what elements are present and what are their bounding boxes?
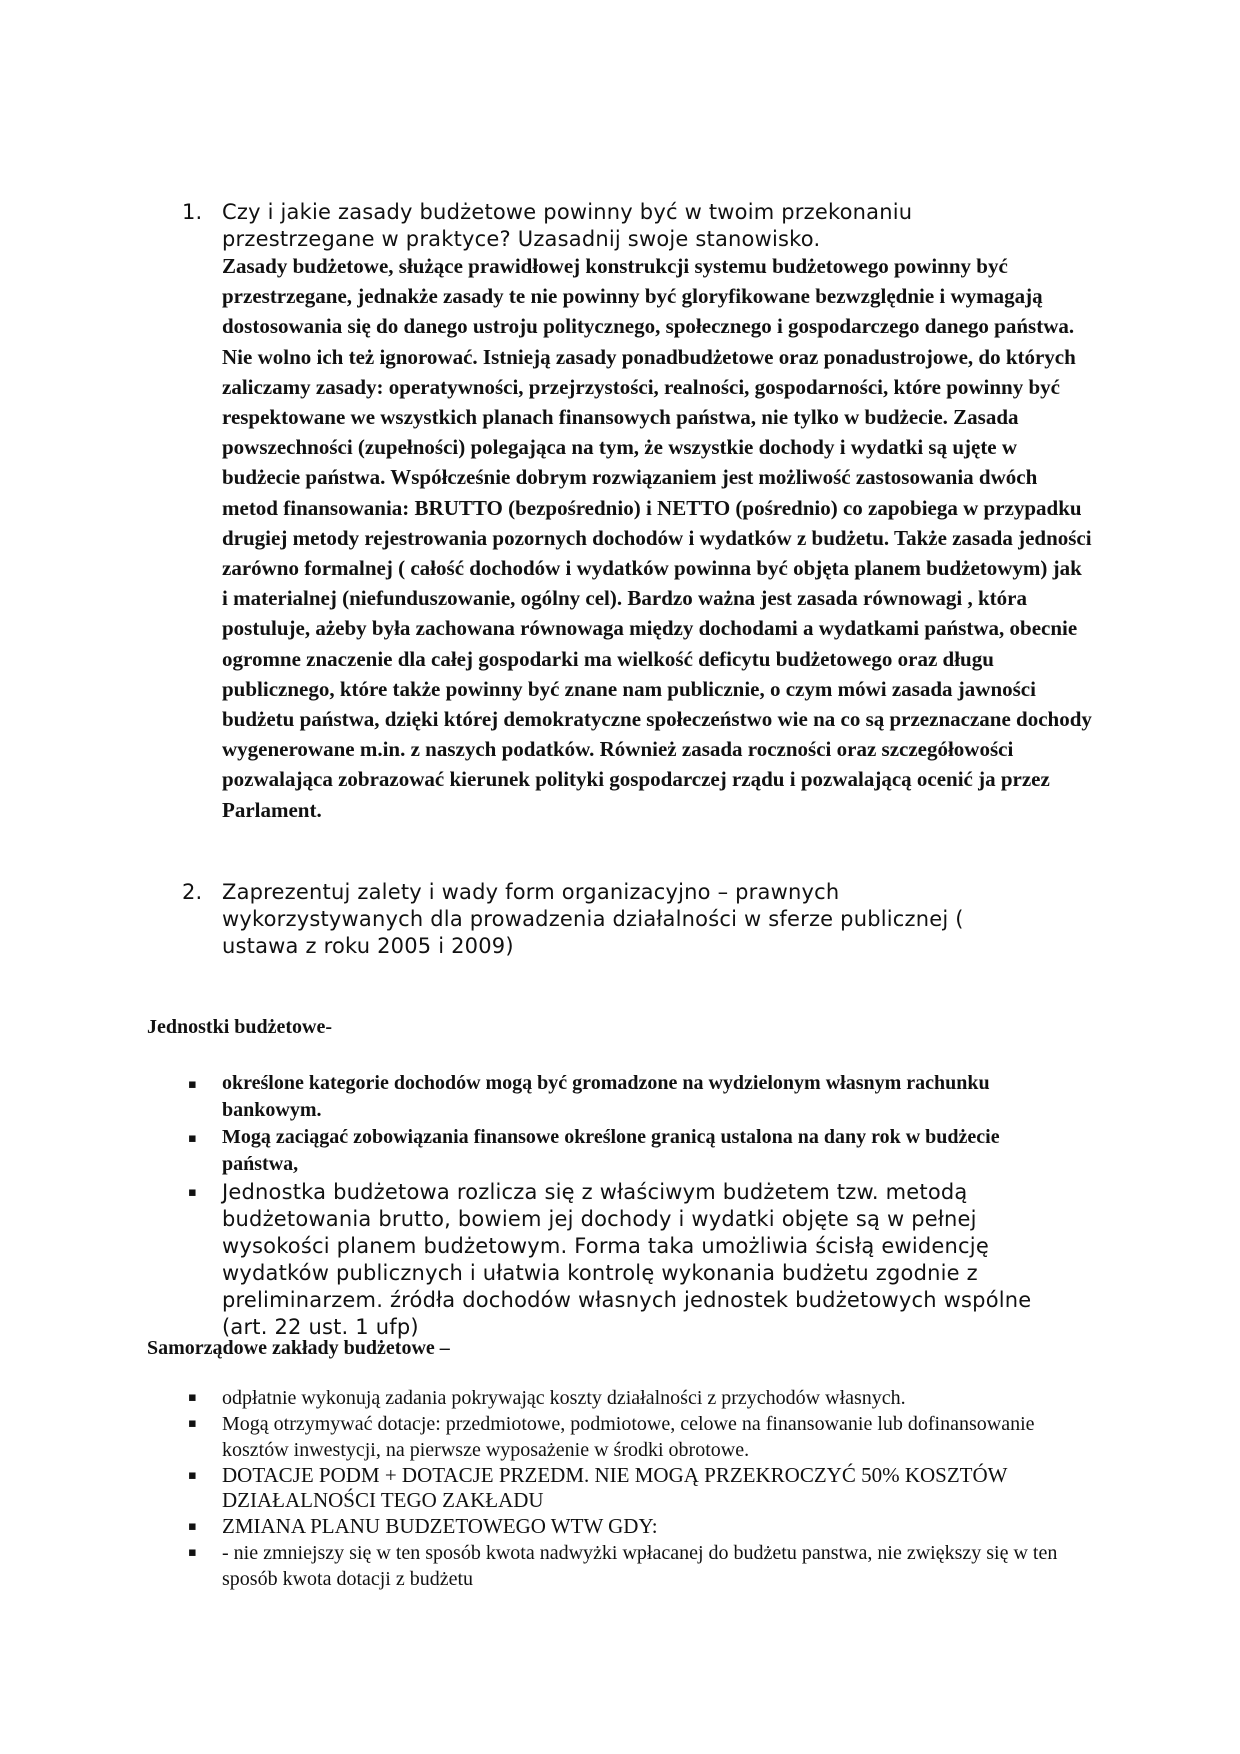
list-item: ▪ określone kategorie dochodów mogą być gromadzone na wydzielonym własnym rachunku bankowym.: [188, 1072, 990, 1121]
question-text: Zaprezentuj zalety i wady form organizacyjno – prawnych wykorzystywanych dla prowadzenia działalności w sferze publicznej ( ustawa z roku 2005 i 2009): [222, 880, 964, 958]
bullet-icon: ▪: [188, 1131, 197, 1146]
question-text: Czy i jakie zasady budżetowe powinny być w twoim przekonaniu przestrzegane w praktyce? Uzasadnij swoje stanowisko.: [222, 200, 913, 251]
bullet-icon: ▪: [188, 1390, 197, 1405]
question-number: 1.: [182, 200, 203, 224]
section-title: Jednostki budżetowe-: [147, 1016, 333, 1038]
bullet-icon: ▪: [188, 1077, 197, 1092]
question-number: 2.: [182, 880, 203, 904]
list-item: ▪ Mogą otrzymywać dotacje: przedmiotowe, podmiotowe, celowe na finansowanie lub dofinansowanie kosztów inwestycji, na pierwsze wyposażenie w środki obrotowe.: [188, 1413, 1035, 1461]
answer-paragraph: Zasady budżetowe, służące prawidłowej konstrukcji systemu budżetowego powinny być przestrzegane, jednakże zasady te nie powinny być gloryfikowane bezwzględnie i wymagają dostosowania się do danego ustroju politycznego, społecznego i gospodarczego danego państwa. Nie wolno ich też ignorować. Istnieją zasady ponadbudżetowe oraz ponadustrojowe, do których zaliczamy zasady: operatywności, przejrzystości, realności, gospodarności, które powinny być respektowane we wszystkich planach finansowych państwa, nie tylko w budżecie. Zasada powszechności (zupełności) polegająca na tym, że wszystkie dochody i wydatki są ujęte w budżecie państwa. Współcześnie dobrym rozwiązaniem jest możliwość zastosowania dwóch metod finansowania: BRUTTO (bezpośrednio) i NETTO (pośrednio) co zapobiega w przypadku drugiej metody rejestrowania pozornych dochodów i wydatków z budżetu. Także zasada jedności zarówno formalnej ( całość dochodów i wydatków powinna być objęta planem budżetowym) jak i materialnej (niefunduszowanie, ogólny cel). Bardzo ważna jest zasada równowagi , która postuluje, ażeby była zachowana równowaga między dochodami a wydatkami państwa, obecnie ogromne znaczenie dla całej gospodarki ma wielkość deficytu budżetowego oraz długu publicznego, które także powinny być znane nam publicznie, o czym mówi zasada jawności budżetu państwa, dzięki której demokratyczne społeczeństwo wie na co są przeznaczane dochody wygenerowane m.in. z naszych podatków. Również zasada roczności oraz szczegółowości pozwalająca zobrazować kierunek polityki gospodarczej rządu i pozwalającą ocenić ja przez Parlament.: [222, 254, 1092, 822]
list-item: ▪ ZMIANA PLANU BUDZETOWEGO WTW GDY:: [188, 1514, 658, 1538]
bullet-icon: ▪: [188, 1519, 197, 1534]
bullet-list: [188, 1070, 1062, 1341]
question-1: [182, 199, 1012, 253]
list-item: ▪ Mogą zaciągać zobowiązania finansowe określone granicą ustalona na dany rok w budżecie państwa,: [188, 1126, 1000, 1175]
question-2: [182, 879, 1042, 960]
list-item: ▪ odpłatnie wykonują zadania pokrywając koszty działalności z przychodów własnych.: [188, 1387, 906, 1409]
list-item: ▪ DOTACJE PODM + DOTACJE PRZEDM. NIE MOGĄ PRZEKROCZYĆ 50% KOSZTÓW DZIAŁALNOŚCI TEGO ZAKŁADU: [188, 1463, 1008, 1512]
bullet-icon: ▪: [188, 1416, 197, 1431]
list-item: ▪ - nie zmniejszy się w ten sposób kwota nadwyżki wpłacanej do budżetu panstwa, nie zwiększy się w ten sposób kwota dotacji z budżetu: [188, 1542, 1058, 1590]
bullet-icon: ▪: [188, 1185, 198, 1200]
list-item: ▪ Jednostka budżetowa rozlicza się z właściwym budżetem tzw. metodą budżetowania brutto, bowiem jej dochody i wydatki objęte są w pełnej wysokości planem budżetowym. Forma taka umożliwia ścisłą ewidencję wydatków publicznych i ułatwia kontrolę wykonania budżetu zgodnie z preliminarzem. źródła dochodów własnych jednostek budżetowych wspólne (art. 22 ust. 1 ufp): [188, 1180, 1032, 1339]
bullet-list: [188, 1385, 1082, 1592]
section-title: Samorządowe zakłady budżetowe –: [147, 1337, 450, 1359]
bullet-icon: ▪: [188, 1468, 197, 1483]
bullet-icon: ▪: [188, 1545, 197, 1560]
